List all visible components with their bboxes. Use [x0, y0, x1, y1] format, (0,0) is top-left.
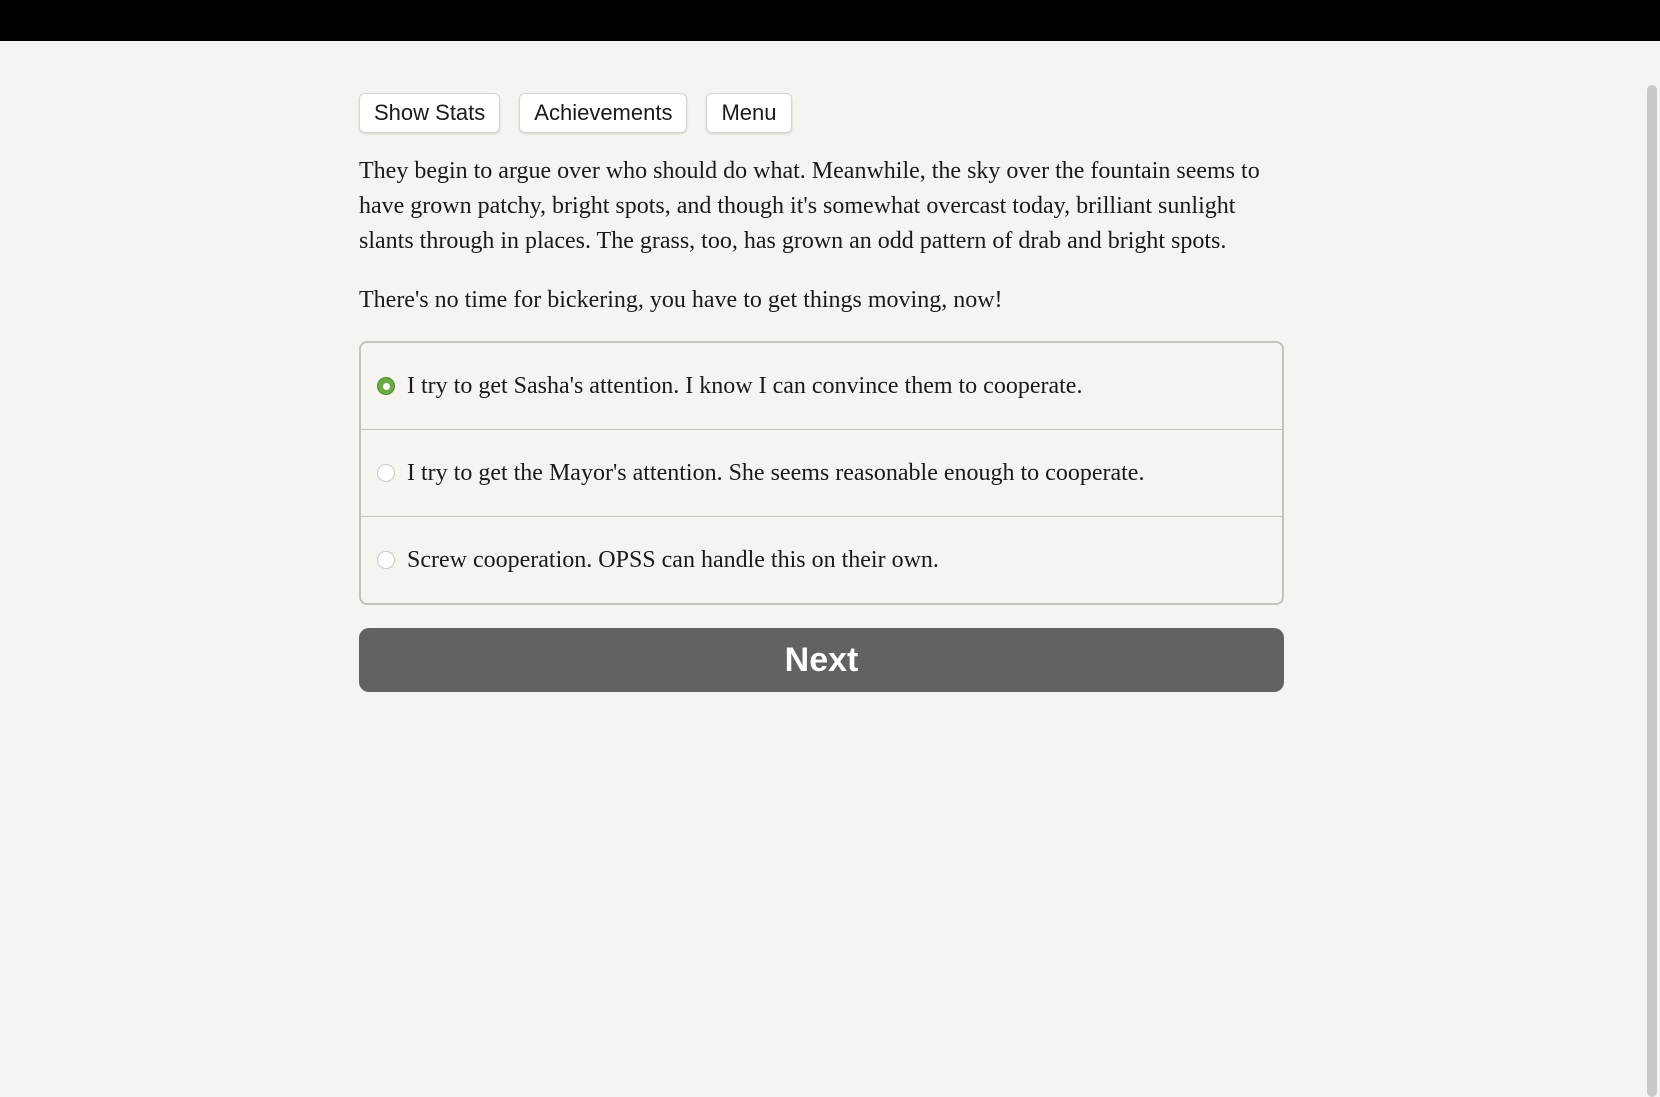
- window-top-bar: [0, 0, 1660, 41]
- story-paragraph: There's no time for bickering, you have to get things moving, now!: [359, 287, 1003, 313]
- choice-label: Screw cooperation. OPSS can handle this on their own.: [407, 546, 939, 573]
- choice-label: I try to get Sasha's attention. I know I can convince them to cooperate.: [407, 372, 1083, 399]
- radio-unselected-icon[interactable]: [377, 551, 395, 569]
- choice-list: [359, 341, 1284, 605]
- choice-option-mayor[interactable]: [361, 429, 1282, 516]
- game-content: [359, 93, 1284, 692]
- scrollbar-track[interactable]: [1644, 41, 1660, 1080]
- choice-label: I try to get the Mayor's attention. She seems reasonable enough to cooperate.: [407, 459, 1145, 486]
- choice-option-opss[interactable]: [361, 516, 1282, 603]
- menu-button[interactable]: Menu: [706, 93, 791, 133]
- story-paragraph: They begin to argue over who should do what. Meanwhile, the sky over the fountain seems to have grown patchy, bright spots, and though it's somewhat overcast today, brilliant sunlight slants through in places. The grass, too, has grown an odd pattern of drab and bright spots.: [359, 158, 1260, 254]
- toolbar: [359, 93, 1284, 131]
- show-stats-button[interactable]: Show Stats: [359, 93, 500, 133]
- achievements-button[interactable]: Achievements: [519, 93, 687, 133]
- next-button[interactable]: Next: [359, 628, 1284, 692]
- scrollbar-thumb[interactable]: [1647, 85, 1657, 1097]
- choice-option-sasha[interactable]: [361, 343, 1282, 429]
- radio-unselected-icon[interactable]: [377, 464, 395, 482]
- radio-selected-icon[interactable]: [377, 377, 395, 395]
